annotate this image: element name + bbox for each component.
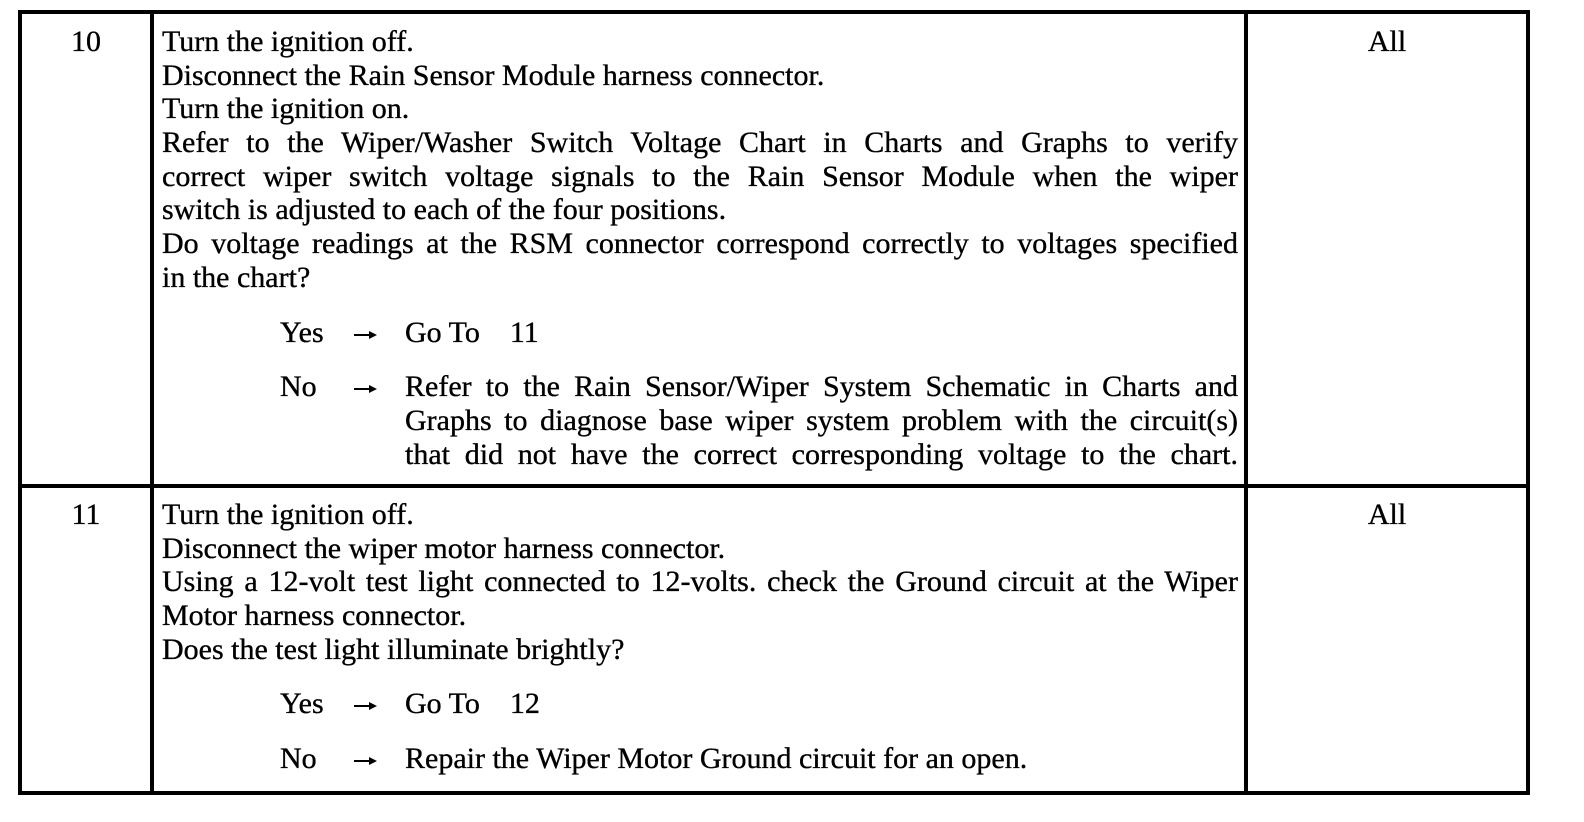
step-number: 11 [71,498,101,531]
goto-target-step: 12 [509,687,540,721]
yes-branch [162,687,1238,721]
yes-label: Yes [280,315,324,349]
no-action-line: Refer to the Rain Sensor/Wiper System Schematic in Charts and [405,370,1238,404]
step-number: 10 [71,25,101,58]
step-applicability: All [1367,25,1407,58]
instruction-line: in the chart? [162,260,311,294]
right-arrow-icon [354,760,370,762]
step-row [22,484,1526,791]
right-arrow-icon [354,334,370,336]
yes-action [405,316,1238,350]
step-applicability-cell [1248,488,1526,791]
yes-label: Yes [280,687,324,721]
goto-target-step: 11 [509,315,539,349]
no-action-line: Repair the Wiper Motor Ground circuit for an open. [405,742,1028,776]
right-arrow-icon [354,705,370,707]
instruction-line: Motor harness connector. [162,599,467,633]
instruction-line: Does the test light illuminate brightly? [162,632,625,666]
no-action-line: Graphs to diagnose base wiper system problem with the circuit(s) [405,403,1238,437]
instruction-line: Turn the ignition on. [162,92,410,126]
instruction-line: Disconnect the Rain Sensor Module harness connector. [162,58,825,92]
step-instructions-cell [154,488,1248,791]
step-number-cell [22,488,154,791]
no-branch [162,742,1238,776]
no-label: No [280,742,317,776]
goto-action: Go To [405,687,480,721]
instruction-line: Refer to the Wiper/Washer Switch Voltage Chart in Charts and Graphs to verify [162,126,1238,160]
instruction-line: Disconnect the wiper motor harness connector. [162,531,726,565]
step-row [22,14,1526,484]
instruction-line: Turn the ignition off. [162,25,414,58]
step-applicability-cell [1248,14,1526,484]
yes-action [405,687,1238,721]
step-applicability: All [1367,498,1407,531]
no-action [405,370,1238,471]
instruction-line: Do voltage readings at the RSM connector correspond correctly to voltages specified [162,227,1238,261]
instruction-line: correct wiper switch voltage signals to the Rain Sensor Module when the wiper [162,159,1238,193]
no-branch [162,370,1238,471]
no-action-line: that did not have the correct corresponding voltage to the chart. [405,437,1238,471]
goto-action: Go To [405,315,480,349]
no-label: No [280,370,317,404]
step-number-cell [22,14,154,484]
yes-branch [162,316,1238,350]
instruction-line: switch is adjusted to each of the four positions. [162,193,727,227]
right-arrow-icon [354,388,370,390]
no-action [405,742,1238,776]
diagnostic-table [18,10,1530,795]
step-instructions-cell [154,14,1248,484]
instruction-line: Turn the ignition off. [162,498,414,531]
instruction-line: Using a 12-volt test light connected to 12-volts. check the Ground circuit at the Wiper [162,565,1238,599]
